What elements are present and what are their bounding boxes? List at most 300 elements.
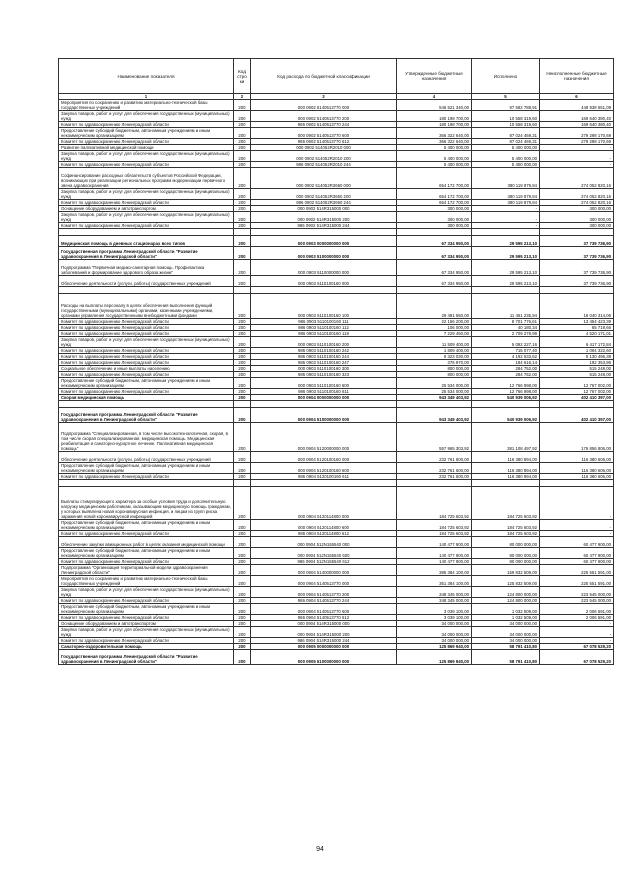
line-code-cell: 200 xyxy=(234,395,251,401)
indicator-name-cell: Комитет по здравоохранению Ленинградской области xyxy=(59,389,234,395)
header-executed: Исполнено xyxy=(472,59,540,94)
executed-amount-cell: 540 939 006,92 xyxy=(472,395,540,401)
budget-code-cell: 986 0903 5110100160 111 xyxy=(251,319,397,325)
approved-amount-cell: 654 172 700,00 xyxy=(397,189,472,200)
column-number: 2 xyxy=(234,94,251,100)
spacer-cell xyxy=(234,287,251,294)
table-row xyxy=(59,366,614,372)
executed-amount-cell: 184 725 603,92 xyxy=(472,487,540,520)
executed-amount-cell: 2 709 278,99 xyxy=(472,331,540,337)
unexecuted-amount-cell: 37 739 736,90 xyxy=(540,276,614,287)
spacer-cell xyxy=(472,480,540,487)
unexecuted-amount-cell: - xyxy=(540,520,614,531)
budget-code-cell: 000 0903 5110000000 000 xyxy=(251,260,397,276)
line-code-cell: 200 xyxy=(234,452,251,463)
budget-code-cell: 000 0904 5120100160 000 xyxy=(251,452,397,463)
line-code-cell: 200 xyxy=(234,111,251,122)
budget-code-cell: 000 0904 5140000000 000 xyxy=(251,565,397,576)
budget-code-cell: 986 0903 5110100160 247 xyxy=(251,360,397,366)
indicator-name-cell: Комитет по здравоохранению Ленинградской области xyxy=(59,638,234,644)
line-code-cell: 200 xyxy=(234,520,251,531)
indicator-name-cell: Комитет по здравоохранению Ленинградской области xyxy=(59,531,234,537)
indicator-name-cell: Оснащение оборудованием и автотранспортом xyxy=(59,621,234,627)
indicator-name-cell: Комитет по здравоохранению Ленинградской области xyxy=(59,598,234,604)
header-budget-code: Код расхода по бюджетной классификации xyxy=(251,59,397,94)
table-row xyxy=(59,644,614,650)
executed-amount-cell: 116 380 894,00 xyxy=(472,452,540,463)
budget-code-cell: 000 0902 5140513770 200 xyxy=(251,111,397,122)
budget-code-cell: 986 0902 514052R3650 244 xyxy=(251,200,397,206)
unexecuted-amount-cell: 225 551 591,00 xyxy=(540,576,614,587)
indicator-name-cell: Предоставление субсидий бюджетным, автономным учреждениям и иным некоммерческим организациям xyxy=(59,463,234,474)
executed-amount-cell: - xyxy=(472,206,540,212)
approved-amount-cell: 943 349 403,92 xyxy=(397,408,472,423)
unexecuted-amount-cell: 1 094 322,60 xyxy=(540,348,614,354)
executed-amount-cell: 80 000 000,00 xyxy=(472,559,540,565)
budget-code-cell: 000 0902 514052R2010 000 xyxy=(251,145,397,151)
line-code-cell: 200 xyxy=(234,122,251,128)
indicator-name-cell: Закупка товаров, работ и услуг для обеспечения государственных (муниципальных) нужд xyxy=(59,151,234,162)
line-code-cell: 200 xyxy=(234,378,251,389)
executed-amount-cell: 12 766 998,00 xyxy=(472,378,540,389)
table-row xyxy=(59,621,614,627)
approved-amount-cell: 348 345 000,00 xyxy=(397,587,472,598)
spacer-cell xyxy=(234,401,251,408)
unexecuted-amount-cell: 37 739 736,90 xyxy=(540,260,614,276)
budget-code-cell: 000 0904 5120114800 600 xyxy=(251,520,397,531)
approved-amount-cell: 25 534 000,00 xyxy=(397,378,472,389)
budget-code-cell: 000 0903 0000000000 000 xyxy=(251,236,397,247)
unexecuted-amount-cell: 169 640 380,40 xyxy=(540,111,614,122)
budget-code-cell: 000 0902 514052R2010 200 xyxy=(251,151,397,162)
unexecuted-amount-cell: - xyxy=(540,621,614,627)
spacer-cell xyxy=(540,229,614,236)
approved-amount-cell: 351 384 100,00 xyxy=(397,576,472,587)
line-code-cell: 200 xyxy=(234,627,251,638)
executed-amount-cell: 284 752,00 xyxy=(472,372,540,378)
line-code-cell: 200 xyxy=(234,644,251,650)
approved-amount-cell: 300 000,00 xyxy=(397,206,472,212)
approved-amount-cell: 34 000 000,00 xyxy=(397,638,472,644)
column-number: 5 xyxy=(472,94,540,100)
budget-code-cell: 000 0903 5110100160 200 xyxy=(251,337,397,348)
executed-amount-cell: 80 000 000,00 xyxy=(472,537,540,548)
budget-code-cell: 000 0904 5140513770 200 xyxy=(251,587,397,598)
executed-amount-cell: 125 832 509,00 xyxy=(472,576,540,587)
line-code-cell: 200 xyxy=(234,162,251,168)
executed-amount-cell: 80 000 000,00 xyxy=(472,548,540,559)
indicator-name-cell: Расходы на выплаты персоналу в целях обеспечения выполнения функций государственными (муниципальными) органами, казенными учреждениями, органами управления государственными внебюджетными фондами xyxy=(59,294,234,319)
budget-code-cell: 000 0904 514R315000 200 xyxy=(251,627,397,638)
budget-code-cell: 986 0904 5140513770 612 xyxy=(251,615,397,621)
executed-amount-cell: 12 766 998,00 xyxy=(472,389,540,395)
unexecuted-amount-cell: 448 938 551,09 xyxy=(540,100,614,111)
spacer-row xyxy=(59,229,614,236)
approved-amount-cell: 943 349 403,92 xyxy=(397,395,472,401)
indicator-name-cell: Государственная программа Ленинградской области "Развитие здравоохранения в Ленинградской области" xyxy=(59,247,234,260)
spacer-cell xyxy=(251,401,397,408)
spacer-cell xyxy=(59,229,234,236)
approved-amount-cell: 5 400 000,00 xyxy=(397,151,472,162)
spacer-cell xyxy=(59,480,234,487)
column-number: 1 xyxy=(59,94,234,100)
line-code-cell: 200 xyxy=(234,408,251,423)
unexecuted-amount-cell: 402 410 397,00 xyxy=(540,408,614,423)
unexecuted-amount-cell: 60 477 900,00 xyxy=(540,537,614,548)
unexecuted-amount-cell: 116 380 606,00 xyxy=(540,452,614,463)
table-row xyxy=(59,360,614,366)
approved-amount-cell: 67 334 950,00 xyxy=(397,247,472,260)
line-code-cell: 200 xyxy=(234,276,251,287)
indicator-name-cell: Комитет по здравоохранению Ленинградской области xyxy=(59,200,234,206)
unexecuted-amount-cell: - xyxy=(540,638,614,644)
approved-amount-cell: 366 322 640,00 xyxy=(397,139,472,145)
approved-amount-cell: 5 400 000,00 xyxy=(397,162,472,168)
approved-amount-cell: 9 323 030,00 xyxy=(397,354,472,360)
spacer-cell xyxy=(397,229,472,236)
executed-amount-cell: 87 024 469,31 xyxy=(472,128,540,139)
budget-code-cell: 000 0903 5110100160 100 xyxy=(251,294,397,319)
table-row xyxy=(59,276,614,287)
indicator-name-cell: Обеспечение деятельности (услуги, работы) государственных учреждений xyxy=(59,276,234,287)
table-row xyxy=(59,598,614,604)
approved-amount-cell: 232 761 600,00 xyxy=(397,452,472,463)
budget-code-cell: 000 0904 5140513770 600 xyxy=(251,604,397,615)
unexecuted-amount-cell: 176 856 806,00 xyxy=(540,423,614,452)
table-row xyxy=(59,162,614,168)
indicator-name-cell: Обеспечение деятельности (услуги, работы) государственных учреждений xyxy=(59,452,234,463)
executed-amount-cell: 29 595 213,10 xyxy=(472,260,540,276)
budget-code-cell: 000 0904 5120114800 000 xyxy=(251,487,397,520)
indicator-name-cell: Развитие паллиативной медицинской помощи xyxy=(59,145,234,151)
executed-amount-cell: 124 800 000,00 xyxy=(472,587,540,598)
line-code-cell: 200 xyxy=(234,587,251,598)
budget-code-cell: 000 0904 5120000000 000 xyxy=(251,423,397,452)
indicator-name-cell: Комитет по здравоохранению Ленинградской области xyxy=(59,139,234,145)
indicator-name-cell: Комитет по здравоохранению Ленинградской области xyxy=(59,360,234,366)
indicator-name-cell: Комитет по здравоохранению Ленинградской области xyxy=(59,162,234,168)
executed-amount-cell: 380 119 879,84 xyxy=(472,200,540,206)
line-code-cell: 200 xyxy=(234,319,251,325)
executed-amount-cell: 58 791 410,80 xyxy=(472,644,540,650)
indicator-name-cell: Закупка товаров, работ и услуг для обеспечения государственных (муниципальных) нужд xyxy=(59,627,234,638)
unexecuted-amount-cell: - xyxy=(540,145,614,151)
spacer-cell xyxy=(472,287,540,294)
indicator-name-cell: Предоставление субсидий бюджетным, автономным учреждениям и иным некоммерческим организациям xyxy=(59,604,234,615)
line-code-cell: 200 xyxy=(234,206,251,212)
header-indicator-name: Наименование показателя xyxy=(59,59,234,94)
header-unexecuted: Неисполненные бюджетные назначения xyxy=(540,59,614,94)
unexecuted-amount-cell: 274 052 820,16 xyxy=(540,168,614,189)
table-row xyxy=(59,168,614,189)
budget-code-cell: 000 0904 5140513770 000 xyxy=(251,576,397,587)
indicator-name-cell: Подпрограмма "Первичная медико-санитарная помощь. Профилактика заболеваний и формирование здорового образа жизни" xyxy=(59,260,234,276)
executed-amount-cell: 8 701 776,61 xyxy=(472,319,540,325)
executed-amount-cell: 4 192 533,62 xyxy=(472,354,540,360)
unexecuted-amount-cell: 4 520 171,01 xyxy=(540,331,614,337)
table-row xyxy=(59,337,614,348)
line-code-cell: 200 xyxy=(234,576,251,587)
spacer-cell xyxy=(540,287,614,294)
indicator-name-cell: Закупка товаров, работ и услуг для обеспечения государственных (муниципальных) нужд xyxy=(59,189,234,200)
unexecuted-amount-cell: 67 078 529,20 xyxy=(540,644,614,650)
unexecuted-amount-cell: 223 545 000,00 xyxy=(540,587,614,598)
unexecuted-amount-cell: 6 417 172,84 xyxy=(540,337,614,348)
line-code-cell: 200 xyxy=(234,145,251,151)
executed-amount-cell: 29 595 213,10 xyxy=(472,276,540,287)
table-row xyxy=(59,128,614,139)
spacer-cell xyxy=(540,401,614,408)
approved-amount-cell: 376 970,00 xyxy=(397,360,472,366)
unexecuted-amount-cell: 2 006 591,00 xyxy=(540,615,614,621)
line-code-cell: 200 xyxy=(234,151,251,162)
table-row xyxy=(59,604,614,615)
table-row xyxy=(59,111,614,122)
executed-amount-cell: 381 108 497,92 xyxy=(472,423,540,452)
indicator-name-cell: Закупка товаров, работ и услуг для обеспечения государственных (муниципальных) нужд xyxy=(59,111,234,122)
table-body xyxy=(59,100,614,665)
table-row xyxy=(59,565,614,576)
line-code-cell: 200 xyxy=(234,487,251,520)
approved-amount-cell: 1 809 400,00 xyxy=(397,348,472,354)
budget-code-cell: 000 0902 514R315000 200 xyxy=(251,212,397,223)
table-row xyxy=(59,189,614,200)
indicator-name-cell: Комитет по здравоохранению Ленинградской области xyxy=(59,319,234,325)
column-number: 6 xyxy=(540,94,614,100)
unexecuted-amount-cell: 116 380 606,00 xyxy=(540,463,614,474)
table-row xyxy=(59,354,614,360)
line-code-cell: 200 xyxy=(234,260,251,276)
spacer-row xyxy=(59,401,614,408)
executed-amount-cell: 34 000 000,00 xyxy=(472,627,540,638)
table-row xyxy=(59,100,614,111)
unexecuted-amount-cell: 274 052 820,16 xyxy=(540,200,614,206)
approved-amount-cell: 300 000,00 xyxy=(397,223,472,229)
budget-code-cell: 986 0902 514R315000 244 xyxy=(251,223,397,229)
indicator-name-cell: Комитет по здравоохранению Ленинградской области xyxy=(59,354,234,360)
table-row xyxy=(59,531,614,537)
approved-amount-cell: 140 477 900,00 xyxy=(397,537,472,548)
line-code-cell: 200 xyxy=(234,354,251,360)
approved-amount-cell: 34 000 000,00 xyxy=(397,621,472,627)
unexecuted-amount-cell: - xyxy=(540,627,614,638)
spacer-cell xyxy=(59,287,234,294)
table-row xyxy=(59,474,614,480)
line-code-cell: 200 xyxy=(234,100,251,111)
indicator-name-cell: Обеспечение закупки авиационных работ в целях оказания медицинской помощи xyxy=(59,537,234,548)
unexecuted-amount-cell: 13 454 423,39 xyxy=(540,319,614,325)
header-approved: Утвержденные бюджетные назначения xyxy=(397,59,472,94)
budget-code-cell: 986 0902 514052R2010 244 xyxy=(251,162,397,168)
table-row xyxy=(59,587,614,598)
executed-amount-cell: 380 119 879,84 xyxy=(472,189,540,200)
table-row xyxy=(59,559,614,565)
approved-amount-cell: 654 172 700,00 xyxy=(397,200,472,206)
line-code-cell: 200 xyxy=(234,331,251,337)
indicator-name-cell: Закупка товаров, работ и услуг для обеспечения государственных (муниципальных) нужд xyxy=(59,212,234,223)
approved-amount-cell: 25 534 000,00 xyxy=(397,389,472,395)
indicator-name-cell: Комитет по здравоохранению Ленинградской области xyxy=(59,223,234,229)
budget-code-cell: 986 0903 5110100160 244 xyxy=(251,354,397,360)
indicator-name-cell: Комитет по здравоохранению Ленинградской области xyxy=(59,331,234,337)
indicator-name-cell: Подпрограмма "Организация территориальной модели здравоохранения Ленинградской области" xyxy=(59,565,234,576)
indicator-name-cell: Санаторно-оздоровительная помощь xyxy=(59,644,234,650)
table-row xyxy=(59,520,614,531)
indicator-name-cell: Социальное обеспечение и иные выплаты населению xyxy=(59,366,234,372)
indicator-name-cell: Софинансирование расходных обязательств субъектов Российской Федерации, возникающих при реализации региональных программ модернизации первичного звена здравоохранения xyxy=(59,168,234,189)
unexecuted-amount-cell: - xyxy=(540,162,614,168)
executed-amount-cell: 380 119 879,84 xyxy=(472,168,540,189)
approved-amount-cell: 232 761 600,00 xyxy=(397,474,472,480)
indicator-name-cell: Предоставление субсидий бюджетным, автономным учреждениям и иным некоммерческим организациям xyxy=(59,128,234,139)
spacer-row xyxy=(59,480,614,487)
indicator-name-cell: Комитет по здравоохранению Ленинградской области xyxy=(59,122,234,128)
approved-amount-cell: 184 725 603,92 xyxy=(397,531,472,537)
budget-code-cell: 000 0902 514R315000 000 xyxy=(251,206,397,212)
table-row xyxy=(59,294,614,319)
spacer-cell xyxy=(472,401,540,408)
approved-amount-cell: 67 334 950,00 xyxy=(397,236,472,247)
executed-amount-cell: 159 832 509,00 xyxy=(472,565,540,576)
spacer-cell xyxy=(234,229,251,236)
budget-code-cell: 000 0903 5100000000 000 xyxy=(251,247,397,260)
table-row xyxy=(59,463,614,474)
line-code-cell: 200 xyxy=(234,372,251,378)
executed-amount-cell: 10 558 319,60 xyxy=(472,111,540,122)
indicator-name-cell: Выплаты стимулирующего характера за особые условия труда и дополнительную нагрузку медицинским работникам, оказывающим медицинскую помощь гражданам, у которых выявлена новая коронавирусная инфекция, и лицам из групп риска заражения новой коронавирусной инфекцией xyxy=(59,487,234,520)
executed-amount-cell: 184 616,14 xyxy=(472,360,540,366)
table-row xyxy=(59,348,614,354)
budget-code-cell: 986 0904 512N155540 612 xyxy=(251,559,397,565)
unexecuted-amount-cell: 225 551 591,00 xyxy=(540,565,614,576)
spacer-cell xyxy=(472,229,540,236)
unexecuted-amount-cell: 60 477 900,00 xyxy=(540,559,614,565)
spacer-cell xyxy=(251,287,397,294)
approved-amount-cell: 125 869 940,00 xyxy=(397,644,472,650)
line-code-cell: 200 xyxy=(234,223,251,229)
indicator-name-cell: Комитет по здравоохранению Ленинградской области xyxy=(59,615,234,621)
approved-amount-cell: 180 198 700,00 xyxy=(397,111,472,122)
budget-code-cell: 000 0905 5100000000 000 xyxy=(251,650,397,665)
budget-code-cell: 986 0904 5120114800 612 xyxy=(251,531,397,537)
approved-amount-cell: 3 039 100,00 xyxy=(397,615,472,621)
unexecuted-amount-cell: 515 248,00 xyxy=(540,366,614,372)
table-row xyxy=(59,650,614,665)
table-row xyxy=(59,638,614,644)
indicator-name-cell: Предоставление субсидий бюджетным, автономным учреждениям и иным некоммерческим организациям xyxy=(59,520,234,531)
executed-amount-cell: - xyxy=(472,212,540,223)
spacer-cell xyxy=(251,480,397,487)
approved-amount-cell: 3 039 100,00 xyxy=(397,604,472,615)
unexecuted-amount-cell: 65 719,66 xyxy=(540,325,614,331)
approved-amount-cell: 546 521 340,00 xyxy=(397,100,472,111)
budget-code-cell: 000 0904 0000000000 000 xyxy=(251,395,397,401)
approved-amount-cell: 7 229 450,00 xyxy=(397,331,472,337)
budget-code-cell: 986 0903 5110100160 242 xyxy=(251,348,397,354)
table-row xyxy=(59,145,614,151)
budget-code-cell: 000 0904 514R315000 000 xyxy=(251,621,397,627)
column-number: 4 xyxy=(397,94,472,100)
line-code-cell: 200 xyxy=(234,389,251,395)
spacer-cell xyxy=(251,229,397,236)
executed-amount-cell: 116 380 894,00 xyxy=(472,463,540,474)
indicator-name-cell: Оснащение оборудованием и автотранспортом xyxy=(59,206,234,212)
indicator-name-cell: Скорая медицинская помощь xyxy=(59,395,234,401)
unexecuted-amount-cell: 279 298 170,69 xyxy=(540,128,614,139)
unexecuted-amount-cell: 2 006 591,00 xyxy=(540,604,614,615)
table-row xyxy=(59,423,614,452)
budget-code-cell: 986 0903 5110100160 119 xyxy=(251,331,397,337)
budget-code-cell: 000 0904 5100000000 000 xyxy=(251,408,397,423)
executed-amount-cell: 58 791 410,80 xyxy=(472,650,540,665)
budget-code-cell: 000 0903 5110100160 300 xyxy=(251,366,397,372)
executed-amount-cell: 124 800 000,00 xyxy=(472,598,540,604)
unexecuted-amount-cell: 169 640 380,40 xyxy=(540,122,614,128)
approved-amount-cell: 140 477 900,00 xyxy=(397,548,472,559)
spacer-cell xyxy=(397,401,472,408)
table-row xyxy=(59,200,614,206)
executed-amount-cell: 284 752,00 xyxy=(472,366,540,372)
executed-amount-cell: 5 092 227,16 xyxy=(472,337,540,348)
unexecuted-amount-cell: 12 767 002,00 xyxy=(540,389,614,395)
line-code-cell: 200 xyxy=(234,548,251,559)
table-row xyxy=(59,372,614,378)
indicator-name-cell: Закупка товаров, работ и услуг для обеспечения государственных (муниципальных) нужд xyxy=(59,587,234,598)
approved-amount-cell: 232 761 600,00 xyxy=(397,463,472,474)
line-code-cell: 200 xyxy=(234,189,251,200)
executed-amount-cell: 184 725 603,92 xyxy=(472,531,540,537)
spacer-cell xyxy=(540,480,614,487)
approved-amount-cell: 800 000,00 xyxy=(397,372,472,378)
budget-code-cell: 000 0904 512N155540 600 xyxy=(251,548,397,559)
indicator-name-cell: Комитет по здравоохранению Ленинградской области xyxy=(59,372,234,378)
budget-code-cell: 986 0904 5120100160 611 xyxy=(251,474,397,480)
line-code-cell: 200 xyxy=(234,474,251,480)
indicator-name-cell: Комитет по здравоохранению Ленинградской области xyxy=(59,474,234,480)
table-row xyxy=(59,615,614,621)
approved-amount-cell: 557 965 303,92 xyxy=(397,423,472,452)
indicator-name-cell: Медицинская помощь в дневных стационарах всех типов xyxy=(59,236,234,247)
line-code-cell: 200 xyxy=(234,621,251,627)
table-row xyxy=(59,548,614,559)
line-code-cell: 200 xyxy=(234,325,251,331)
approved-amount-cell: 125 869 940,00 xyxy=(397,650,472,665)
budget-code-cell: 986 0902 5140513770 612 xyxy=(251,139,397,145)
line-code-cell: 200 xyxy=(234,638,251,644)
unexecuted-amount-cell: 300 000,00 xyxy=(540,206,614,212)
table-row xyxy=(59,236,614,247)
executed-amount-cell: 5 400 000,00 xyxy=(472,162,540,168)
unexecuted-amount-cell: 12 767 002,00 xyxy=(540,378,614,389)
unexecuted-amount-cell: 67 078 529,20 xyxy=(540,650,614,665)
approved-amount-cell: 67 334 950,00 xyxy=(397,276,472,287)
table-row xyxy=(59,139,614,145)
executed-amount-cell: 1 032 509,00 xyxy=(472,615,540,621)
executed-amount-cell: 5 400 000,00 xyxy=(472,145,540,151)
executed-amount-cell: 29 595 213,10 xyxy=(472,247,540,260)
executed-amount-cell: 40 180,34 xyxy=(472,325,540,331)
line-code-cell: 200 xyxy=(234,337,251,348)
approved-amount-cell: 180 198 700,00 xyxy=(397,122,472,128)
spacer-cell xyxy=(234,480,251,487)
unexecuted-amount-cell: 300 000,00 xyxy=(540,212,614,223)
budget-code-cell: 000 0902 5140513770 000 xyxy=(251,100,397,111)
line-code-cell: 200 xyxy=(234,463,251,474)
approved-amount-cell: 11 509 400,00 xyxy=(397,337,472,348)
budget-execution-table-sheet xyxy=(58,58,613,665)
line-code-cell: 200 xyxy=(234,650,251,665)
column-number: 3 xyxy=(251,94,397,100)
